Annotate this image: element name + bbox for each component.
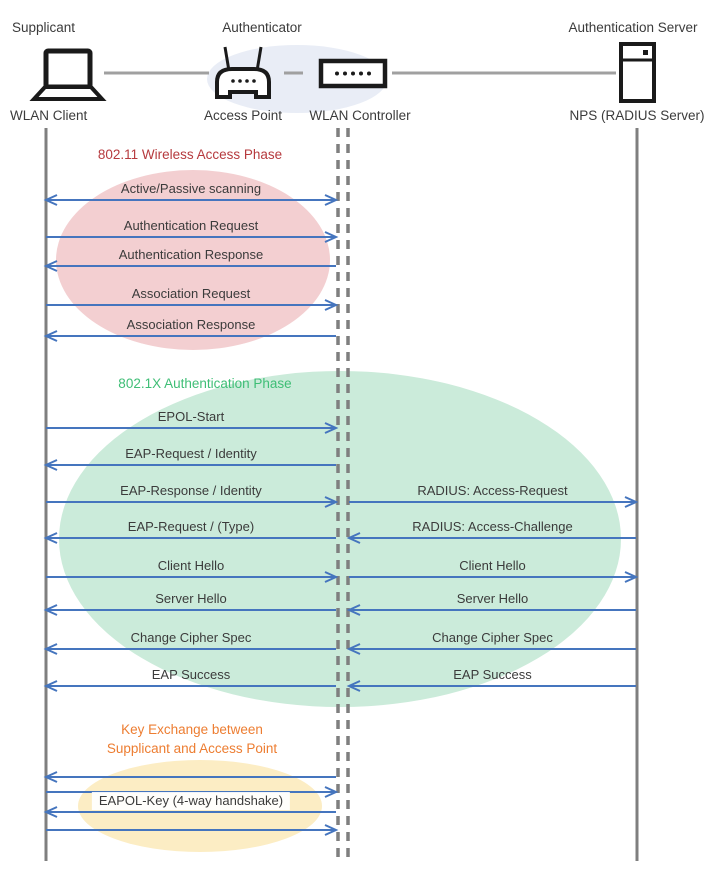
device-label-wlan-client: WLAN Client	[10, 108, 88, 123]
message-label: Client Hello	[157, 558, 225, 573]
message-label: EAPOL-Key (4-way handshake)	[92, 792, 290, 810]
role-label-supplicant: Supplicant	[12, 20, 76, 35]
message-label: Server Hello	[456, 591, 529, 606]
phase-title-8021x: 802.1X Authentication Phase	[118, 376, 292, 391]
message-label: EAP Success	[151, 667, 231, 682]
message-label: RADIUS: Access-Request	[417, 483, 568, 498]
message-label: Change Cipher Spec	[130, 630, 252, 645]
message-label: Change Cipher Spec	[432, 630, 553, 645]
message-label: EAP-Request / Identity	[125, 446, 257, 461]
message-label: EPOL-Start	[157, 409, 225, 424]
message-label: Association Request	[131, 286, 251, 301]
role-label-authenticator: Authenticator	[222, 20, 302, 35]
message-label: Association Response	[126, 317, 256, 332]
device-label-wlan-controller: WLAN Controller	[309, 108, 411, 123]
device-label-access-point: Access Point	[203, 108, 283, 123]
message-label: Server Hello	[155, 591, 227, 606]
message-label: Client Hello	[459, 558, 526, 573]
phase-title-key-exchange-line2: Supplicant and Access Point	[106, 741, 278, 756]
message-arrow	[46, 825, 336, 835]
message-arrow	[46, 772, 336, 782]
device-label-nps-server: NPS (RADIUS Server)	[569, 108, 705, 123]
role-label-authentication-server: Authentication Server	[568, 20, 698, 35]
message-label: RADIUS: Access-Challenge	[412, 519, 573, 534]
message-label: EAP-Response / Identity	[120, 483, 262, 498]
message-label: Active/Passive scanning	[120, 181, 262, 196]
message-label: EAP Success	[453, 667, 532, 682]
phase-title-80211: 802.11 Wireless Access Phase	[97, 147, 283, 162]
message-label: Authentication Request	[123, 218, 259, 233]
message-label: EAP-Request / (Type)	[127, 519, 255, 534]
phase-title-key-exchange-line1: Key Exchange between	[121, 722, 263, 737]
message-label: Authentication Response	[118, 247, 264, 262]
